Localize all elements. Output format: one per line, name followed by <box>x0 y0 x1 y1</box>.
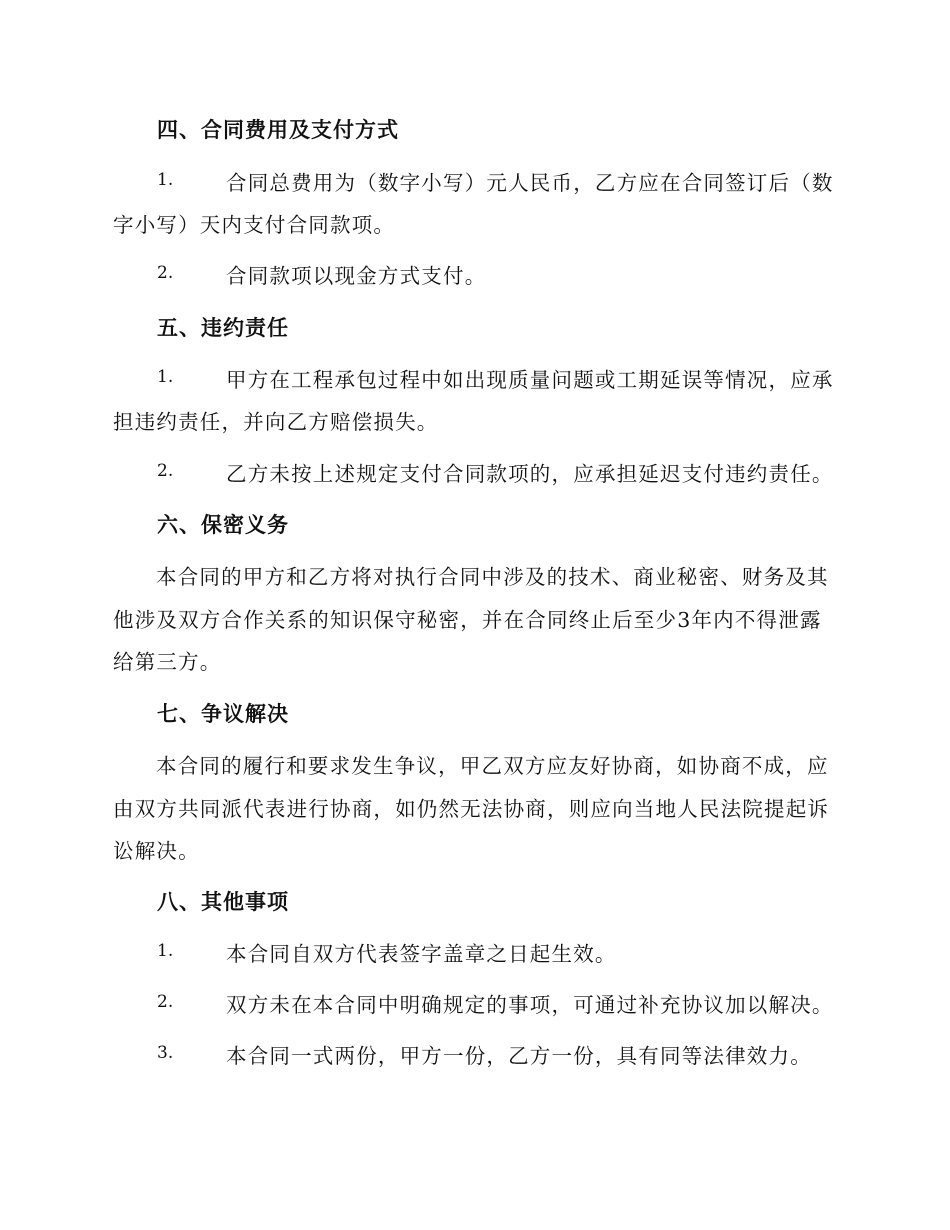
paragraph-line: 给第三方。 <box>113 650 222 674</box>
item-text-continued: 担违约责任，并向乙方赔偿损失。 <box>113 410 439 434</box>
paragraph-line: 本合同的甲方和乙方将对执行合同中涉及的技术、商业秘密、财务及其 <box>156 565 829 589</box>
section-heading-8: 八、其他事项 <box>157 889 289 914</box>
item-number: 2. <box>157 461 174 481</box>
paragraph-line: 讼解决。 <box>113 839 200 863</box>
item-text: 甲方在工程承包过程中如出现质量问题或工期延误等情况，应承 <box>226 368 834 392</box>
paragraph-line: 本合同的履行和要求发生争议，甲乙双方应友好协商，如协商不成，应 <box>156 754 829 778</box>
item-number: 1. <box>157 941 174 961</box>
item-text: 合同总费用为（数字小写）元人民币，乙方应在合同签订后（数 <box>226 171 834 195</box>
item-text: 本合同自双方代表签字盖章之日起生效。 <box>226 942 617 966</box>
paragraph-line: 由双方共同派代表进行协商，如仍然无法协商，则应向当地人民法院提起诉 <box>113 797 830 821</box>
item-number: 3. <box>157 1043 174 1063</box>
item-text: 合同款项以现金方式支付。 <box>226 264 487 288</box>
item-text-continued: 字小写）天内支付合同款项。 <box>113 213 396 237</box>
section-heading-7: 七、争议解决 <box>157 701 289 726</box>
item-text: 乙方未按上述规定支付合同款项的，应承担延迟支付违约责任。 <box>226 462 834 486</box>
section-heading-5: 五、违约责任 <box>157 315 289 340</box>
paragraph-line: 他涉及双方合作关系的知识保守秘密，并在合同终止后至少3年内不得泄露 <box>113 608 822 632</box>
item-number: 1. <box>157 367 174 387</box>
item-text: 双方未在本合同中明确规定的事项，可通过补充协议加以解决。 <box>226 993 834 1017</box>
section-heading-4: 四、合同费用及支付方式 <box>157 117 399 142</box>
section-heading-6: 六、保密义务 <box>157 512 289 537</box>
item-text: 本合同一式两份，甲方一份，乙方一份，具有同等法律效力。 <box>226 1044 812 1068</box>
item-number: 2. <box>157 992 174 1012</box>
item-number: 1. <box>157 170 174 190</box>
item-number: 2. <box>157 263 174 283</box>
